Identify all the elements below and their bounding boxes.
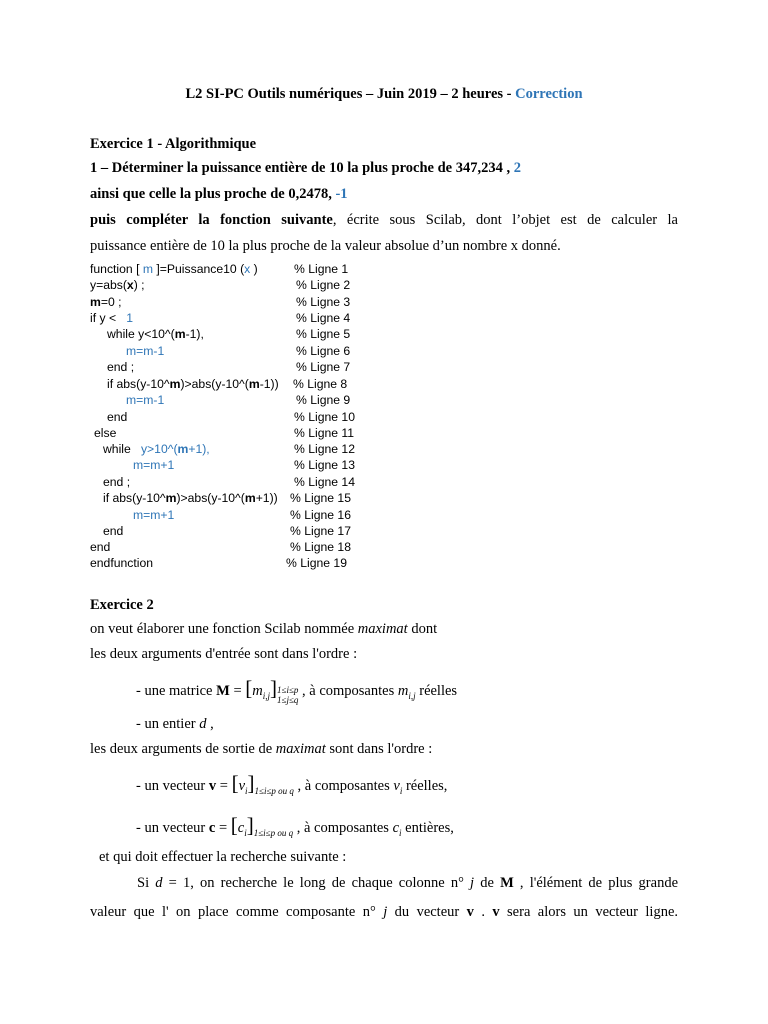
code-comment-14: % Ligne 14 xyxy=(294,475,355,489)
question-1-answer: 2 xyxy=(513,160,521,176)
instruction-line-2: puissance entière de 10 la plus proche de la valeur absolue d’un nombre x donné. xyxy=(90,238,561,254)
code-comment-18: % Ligne 18 xyxy=(290,540,351,554)
ex2-item-vector-v: - un vecteur $v = [v_i]_{1\le i\le p ou q}$ , à composantes $v_i$ réelles, xyxy=(136,771,448,796)
code-line-14: end ; xyxy=(103,475,131,489)
question-2-answer: -1 xyxy=(335,186,348,202)
ex2-paragraph-line-1: Si d = 1, on recherche le long de chaque colonne n° j de M , l'élément de plus grande xyxy=(137,875,679,891)
ex2-line-2: les deux arguments d'entrée sont dans l'ordre : xyxy=(90,646,358,662)
ex2-paragraph-line-2: valeur que l' on place comme composante n° j du vecteur v . v sera alors un vecteur ligne. xyxy=(90,904,679,920)
code-comment-3: % Ligne 3 xyxy=(296,295,351,309)
question-2-text: ainsi que celle la plus proche de 0,2478, xyxy=(90,186,332,202)
ex2-item-integer: - un entier d , xyxy=(136,716,214,732)
code-line-1: function [ m ]=Puissance10 (x ) xyxy=(90,262,258,276)
code-line-7: end ; xyxy=(107,360,135,374)
code-comment-9: % Ligne 9 xyxy=(296,393,351,407)
code-comment-6: % Ligne 6 xyxy=(296,344,351,358)
exercise-2-heading: Exercice 2 xyxy=(90,597,154,613)
code-comment-17: % Ligne 17 xyxy=(290,524,351,538)
code-comment-13: % Ligne 13 xyxy=(294,458,355,472)
instruction-bold: puis compléter la fonction suivante xyxy=(90,212,333,228)
code-comment-10: % Ligne 10 xyxy=(294,410,355,424)
code-line-12: while y>10^(m+1), xyxy=(103,442,210,456)
code-line-16: m=m+1 xyxy=(133,508,175,522)
code-line-3: m=0 ; xyxy=(90,295,122,309)
code-line-10: end xyxy=(107,410,128,424)
code-comment-12: % Ligne 12 xyxy=(294,442,355,456)
instruction-rest: , écrite sous Scilab, dont l’objet est de calculer la xyxy=(332,212,678,228)
code-line-5: while y<10^(m-1), xyxy=(107,327,204,341)
code-line-19: endfunction xyxy=(90,556,154,570)
code-comment-1: % Ligne 1 xyxy=(294,262,349,276)
code-line-4: if y < 1 xyxy=(90,311,134,325)
code-line-18: end xyxy=(90,540,111,554)
code-line-6: m=m-1 xyxy=(126,344,165,358)
code-comment-11: % Ligne 11 xyxy=(294,426,355,440)
title-correction: Correction xyxy=(515,86,583,102)
code-comment-4: % Ligne 4 xyxy=(296,311,351,325)
code-comment-7: % Ligne 7 xyxy=(296,360,351,374)
ex2-line-3: les deux arguments de sortie de maximat sont dans l'ordre : xyxy=(90,741,433,757)
instruction-line-1 xyxy=(90,208,678,232)
ex2-item-vector-c: - un vecteur $c = [c_i]_{1\le i\le p ou q}$ , à composantes $c_i$ entières, xyxy=(136,813,454,838)
code-line-15: if abs(y-10^m)>abs(y-10^(m+1)) xyxy=(103,491,278,505)
ex2-line-1: on veut élaborer une fonction Scilab nommée maximat dont xyxy=(90,621,438,637)
page-title xyxy=(0,86,768,103)
code-comment-2: % Ligne 2 xyxy=(296,278,351,292)
code-line-11: else xyxy=(94,426,117,440)
code-comment-16: % Ligne 16 xyxy=(290,508,351,522)
code-comment-19: % Ligne 19 xyxy=(286,556,347,570)
code-comment-15: % Ligne 15 xyxy=(290,491,351,505)
code-line-2: y=abs(x) ; xyxy=(90,278,145,292)
code-comment-5: % Ligne 5 xyxy=(296,327,351,341)
code-line-13: m=m+1 xyxy=(133,458,175,472)
question-1-text: 1 – Déterminer la puissance entière de 10 la plus proche de 347,234 , xyxy=(90,160,511,176)
code-line-9: m=m-1 xyxy=(126,393,165,407)
exercise-1-heading: Exercice 1 - Algorithmique xyxy=(90,136,257,152)
ex2-line-4: et qui doit effectuer la recherche suivante : xyxy=(99,849,347,865)
code-line-17: end xyxy=(103,524,124,538)
title-text: L2 SI-PC Outils numériques – Juin 2019 – 2 heures - xyxy=(185,86,512,102)
code-line-8: if abs(y-10^m)>abs(y-10^(m-1)) xyxy=(107,377,279,391)
code-comment-8: % Ligne 8 xyxy=(293,377,348,391)
question-2 xyxy=(90,186,348,203)
ex2-item-matrix: - une matrice $M = [m_{i,j}]$ 1≤i≤p 1≤j≤q , à composantes $m_{i,j}$ réelles xyxy=(136,676,458,705)
question-1 xyxy=(90,160,521,177)
